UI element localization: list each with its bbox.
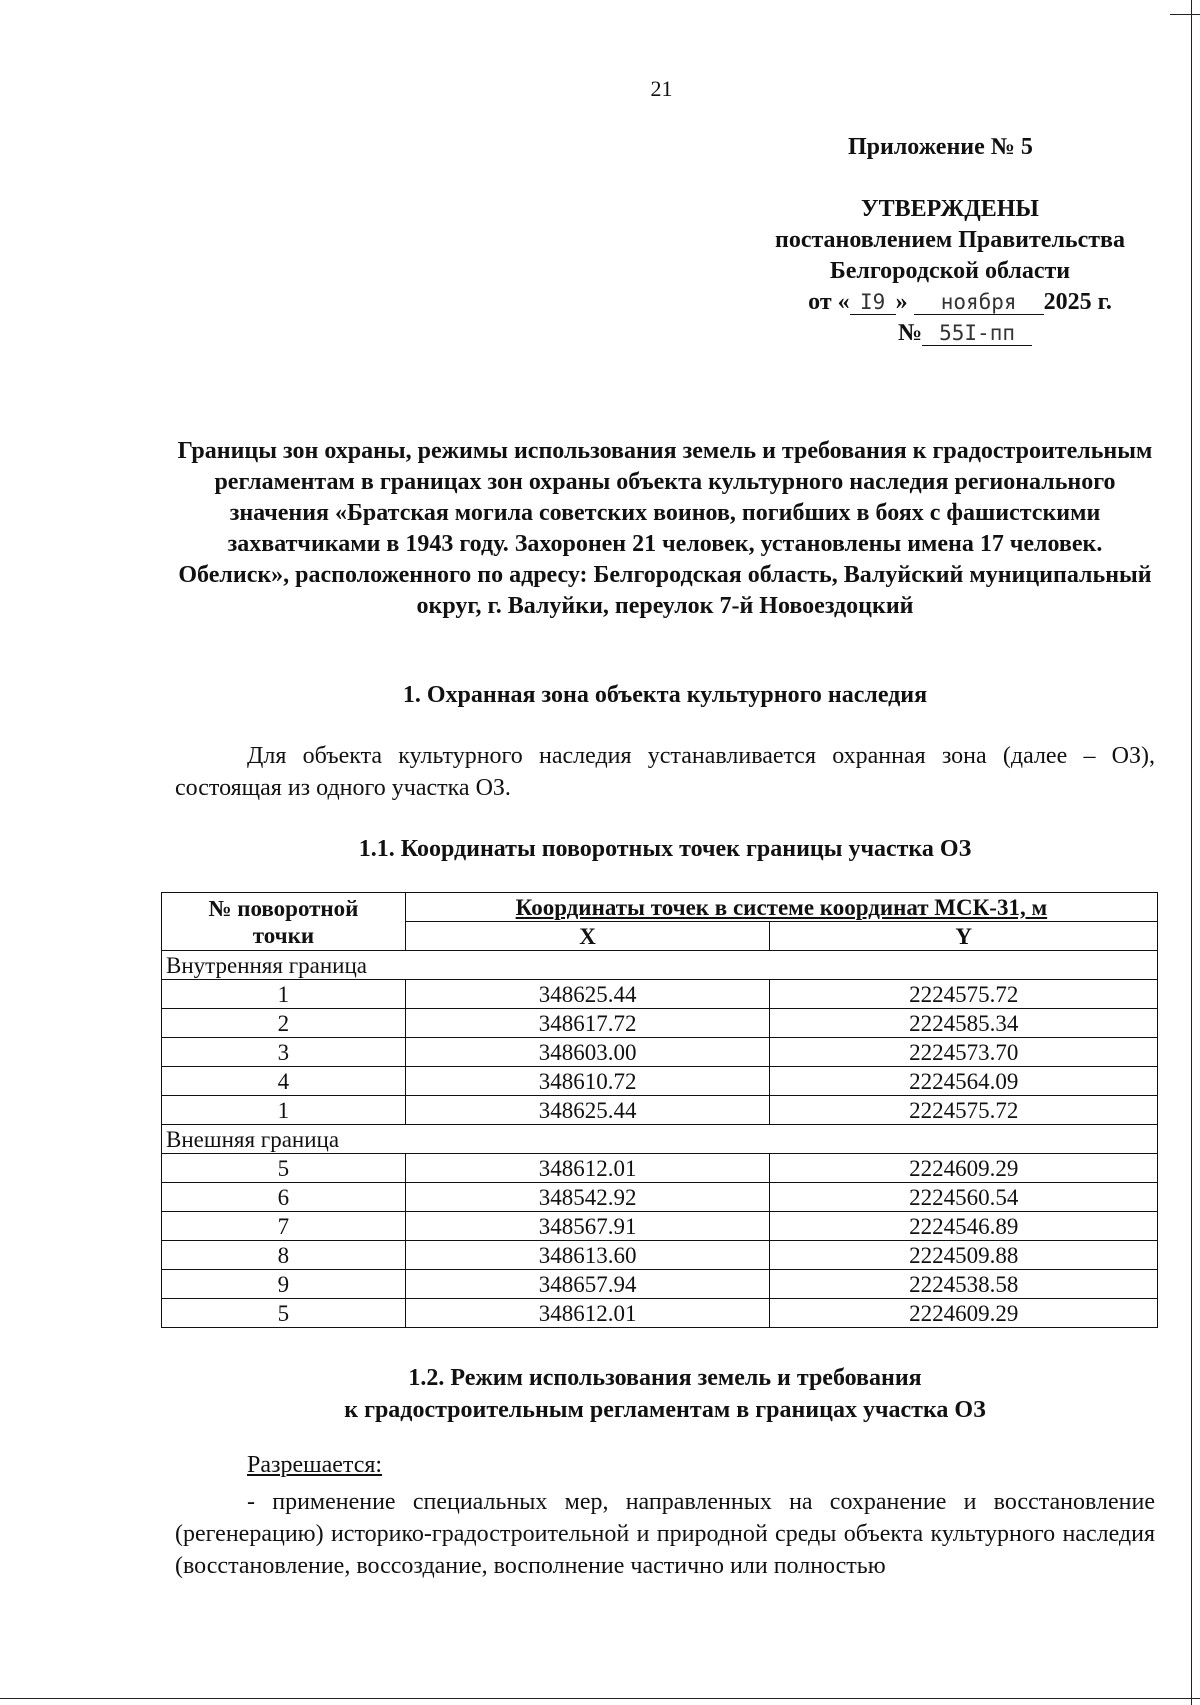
header-point-number: [162, 893, 406, 951]
scan-edge-right: [1191, 0, 1192, 1705]
approval-number-line: [740, 318, 1160, 349]
header-point-line2: точки: [252, 922, 315, 948]
allowed-label: Разрешается:: [247, 1452, 383, 1478]
table-row: [162, 1241, 1158, 1270]
table-group-label: Внешняя граница: [162, 1125, 1158, 1154]
approval-stamp-block: [740, 194, 1160, 349]
cell-point-number: 8: [162, 1241, 406, 1270]
table-row: [162, 1096, 1158, 1125]
table-row: [162, 1154, 1158, 1183]
cell-x: 348542.92: [405, 1183, 770, 1212]
date-year: 2025 г.: [1043, 289, 1112, 315]
cell-x: 348603.00: [405, 1038, 770, 1067]
header-y: Y: [770, 922, 1158, 951]
cell-point-number: 5: [162, 1154, 406, 1183]
cell-point-number: 1: [162, 980, 406, 1009]
cell-y: 2224575.72: [770, 980, 1158, 1009]
header-coordinates: Координаты точек в системе координат МСК-31, м: [405, 893, 1157, 922]
section-1-2-heading: [170, 1362, 1160, 1426]
cell-x: 348617.72: [405, 1009, 770, 1038]
appendix-label: Приложение № 5: [848, 134, 1033, 160]
cell-point-number: 7: [162, 1212, 406, 1241]
cell-point-number: 1: [162, 1096, 406, 1125]
header-point-line1: № поворотной: [208, 895, 359, 921]
section-1-text: Для объекта культурного наследия устанавливается охранная зона (далее – ОЗ), состоящая из одного участка ОЗ.: [175, 743, 1155, 801]
cell-x: 348625.44: [405, 1096, 770, 1125]
cell-y: 2224609.29: [770, 1299, 1158, 1328]
table-row: [162, 1270, 1158, 1299]
number-value: 55I-пп: [922, 321, 1032, 346]
section-1-heading: 1. Охранная зона объекта культурного наследия: [402, 682, 928, 708]
cell-point-number: 2: [162, 1009, 406, 1038]
table-row: [162, 1038, 1158, 1067]
cell-y: 2224585.34: [770, 1009, 1158, 1038]
table-group-row: [162, 951, 1158, 980]
section-1-2-heading-line1: 1.2. Режим использования земель и требования: [408, 1365, 922, 1391]
table-row: [162, 1299, 1158, 1328]
cell-y: 2224509.88: [770, 1241, 1158, 1270]
table-group-label: Внутренняя граница: [162, 951, 1158, 980]
cell-y: 2224538.58: [770, 1270, 1158, 1299]
approved-by-line2: Белгородской области: [829, 258, 1071, 284]
cell-point-number: 3: [162, 1038, 406, 1067]
cell-y: 2224573.70: [770, 1038, 1158, 1067]
cell-y: 2224609.29: [770, 1154, 1158, 1183]
page-number: 21: [650, 76, 673, 101]
cell-x: 348657.94: [405, 1270, 770, 1299]
table-row: [162, 1067, 1158, 1096]
cell-x: 348567.91: [405, 1212, 770, 1241]
date-month: ноября: [914, 290, 1044, 315]
table-row: [162, 1183, 1158, 1212]
cell-point-number: 5: [162, 1299, 406, 1328]
table-group-row: [162, 1125, 1158, 1154]
number-prefix: №: [897, 320, 923, 346]
cell-x: 348612.01: [405, 1299, 770, 1328]
table-row: [162, 980, 1158, 1009]
table-row: [162, 1212, 1158, 1241]
coordinates-table: [161, 892, 1158, 1328]
allowed-item-1: - применение специальных мер, направленных на сохранение и восстановление (регенерацию) историко-градостроительной и природной среды объекта культурного наследия (восстановление, воссоздание, восполнение частично или полностью: [175, 1489, 1155, 1579]
cell-y: 2224564.09: [770, 1067, 1158, 1096]
approved-by-line1: постановлением Правительства: [774, 227, 1125, 253]
cell-y: 2224560.54: [770, 1183, 1158, 1212]
cell-y: 2224546.89: [770, 1212, 1158, 1241]
document-title: Границы зон охраны, режимы использования земель и требования к градостроительным регламентам в границах зон охраны объекта культурного наследия регионального значения «Братская могила советских воинов, погибших в боях с фашистскими захватчиками в 1943 году. Захоронен 21 человек, установлены имена 17 человек. Обелиск», расположенного по адресу: Белгородская область, Валуйский муниципальный округ, г. Валуйки, переулок 7-й Новоездоцкий: [177, 438, 1153, 619]
section-1-1-heading: 1.1. Координаты поворотных точек границы участка ОЗ: [358, 836, 972, 862]
approval-date-line: [740, 287, 1160, 318]
cell-point-number: 6: [162, 1183, 406, 1212]
scan-edge-top: [1170, 14, 1200, 15]
header-x: X: [405, 922, 770, 951]
date-prefix: от «: [808, 289, 850, 315]
date-mid: »: [895, 289, 908, 315]
cell-y: 2224575.72: [770, 1096, 1158, 1125]
cell-x: 348625.44: [405, 980, 770, 1009]
cell-x: 348612.01: [405, 1154, 770, 1183]
scan-edge-bottom: [0, 1698, 1200, 1699]
table-header-row-1: [162, 893, 1158, 922]
table-row: [162, 1009, 1158, 1038]
approved-label: УТВЕРЖДЕНЫ: [861, 196, 1039, 222]
cell-point-number: 4: [162, 1067, 406, 1096]
section-1-2-heading-line2: к градостроительным регламентам в границах участка ОЗ: [344, 1397, 986, 1423]
cell-point-number: 9: [162, 1270, 406, 1299]
cell-x: 348613.60: [405, 1241, 770, 1270]
date-day: I9: [850, 290, 896, 315]
cell-x: 348610.72: [405, 1067, 770, 1096]
